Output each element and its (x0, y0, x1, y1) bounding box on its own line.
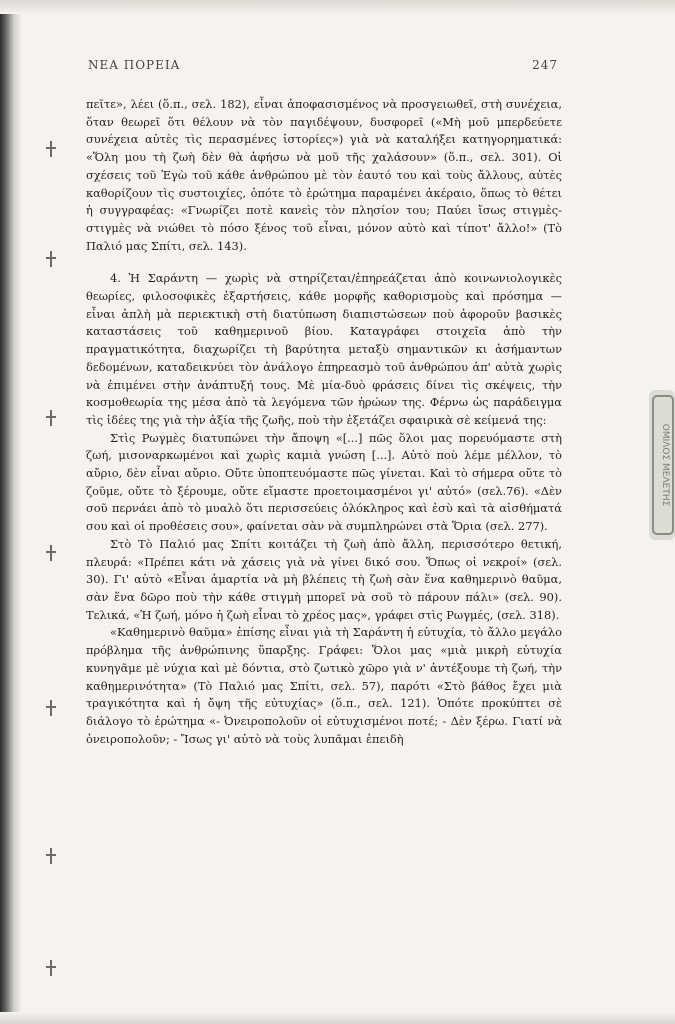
paragraph-section-4: 4. Ἡ Σαράντη — χωρὶς νὰ στηρίζεται/ἐπηρεάζεται ἀπὸ κοινωνιολογικὲς θεωρίες, φιλοσοφικὲς ἐξαρτήσεις, κάθε μορφῆς καθορισμοὺς καὶ πρόσημα — εἶναι ἁπλὴ μὰ περιεκτικὴ στὴ διατύπωση διαπιστώσεων ποὺ ἀφοροῦν βασικὲς καταστάσεις τοῦ καθημερινοῦ βίου. Καταγράφει στοιχεῖα ἀπὸ τὴν πραγματικότητα, διαχωρίζει τὴ βαρύτητα μεταξὺ σημαντικῶν κι ἀσήμαντων δεδομένων, καταδεικνύει τὸν ἀνάλογο ἐπηρεασμὸ τοῦ ἀνθρώπου ἀπ' αὐτὰ χωρὶς νὰ ἐπιμένει στὴν ἀνάπτυξή τους. Μὲ μία-δυὸ φράσεις δίνει τὶς σκέψεις, τὴν κοσμοθεωρία της μέσα ἀπὸ τὰ λεγόμενα τῶν ἡρώων της. Φέρνω ὡς παράδειγμα τὶς ἰδέες της γιὰ τὴν ἀξία τῆς ζωῆς, ποὺ τὴν ἐξετάζει σφαιρικὰ σὲ κείμενά της: (86, 271, 562, 427)
margin-cross-mark (46, 545, 56, 561)
library-stamp (645, 390, 675, 540)
page-bottom-shadow (0, 1012, 675, 1024)
margin-cross-mark (46, 700, 56, 716)
page-number: 247 (532, 58, 558, 72)
journal-title: ΝΕΑ ΠΟΡΕΙΑ (88, 58, 181, 72)
page-top-shadow (0, 0, 675, 14)
page-binding-shadow (0, 0, 22, 1024)
stamp-text: ΟΜΙΛΟΣ ΜΕΛΕΤΗΣ (660, 423, 670, 507)
margin-cross-mark (46, 960, 56, 976)
margin-cross-mark (46, 141, 56, 157)
margin-cross-mark (46, 848, 56, 864)
paragraph-palio-spiti: Στὸ Τὸ Παλιό μας Σπίτι κοιτάζει τὴ ζωὴ ἀπὸ ἄλλη, περισσότερο θετική, πλευρά: «Πρέπει κάτι νὰ χάσεις γιὰ νὰ γίνει δικό σου. Ὅπως οἱ νεκροί» (σελ. 30). Γι' αὐτὸ «Εἶναι ἁμαρτία νὰ μὴ βλέπεις τὴ ζωὴ σὰν ἕνα καθημερινὸ θαῦμα, σὰν ἕνα δῶρο ποὺ τὴν κάθε στιγμὴ μπορεῖ νὰ σοῦ τὸ πάρουν πάλι» (σελ. 90). Τελικά, «Ἡ ζωή, μόνο ἡ ζωὴ εἶναι τὸ χρέος μας», γράφει στὶς Ρωγμές, (σελ. 318). (86, 536, 562, 622)
margin-cross-mark (46, 251, 56, 267)
margin-cross-mark (46, 410, 56, 426)
paragraph-eftychia: «Καθημερινὸ θαῦμα» ἐπίσης εἶναι γιὰ τὴ Σαράντη ἡ εὐτυχία, τὸ ἄλλο μεγάλο πρόβλημα τῆς ἀνθρώπινης ὕπαρξης. Γράφει: Ὅλοι μας «μιὰ μικρὴ εὐτυχία κυνηγᾶμε μὲ νύχια καὶ μὲ δόντια, στὸ ζωτικὸ χῶρο γιὰ ν' ἀντέξουμε τὴ ζωή, τὴν καθημερινότητα» (Τὸ Παλιό μας Σπίτι, σελ. 57), παρότι «Στὸ βάθος ἔχει μιὰ τραγικότητα καὶ ἡ ὄψη τῆς εὐτυχίας» (ὅ.π., σελ. 121). Ὁπότε προκύπτει σὲ διάλογο τὸ ἐρώτημα «- Ὀνειροπολοῦν οἱ εὐτυχισμένοι ποτέ; - Δὲν ξέρω. Γιατί νὰ ὀνειροπολοῦν; - Ἴσως γι' αὐτὸ νὰ τοὺς λυπᾶμαι ἐπειδὴ (86, 625, 562, 746)
paragraph-continuation: πεῖτε», λέει (ὅ.π., σελ. 182), εἶναι ἀποφασισμένος νὰ προσγειωθεῖ, στὴ συνέχεια, ὅταν θεωρεῖ ὅτι θέλουν νὰ τὸν παγιδέψουν, δυσφορεῖ («Μὴ μοῦ μπερδεύετε συνέχεια αὐτὲς τὶς περασμένες ἱστορίες») γιὰ νὰ καταλήξει κατηγορηματικά: «Ὅλη μου τὴ ζωὴ δὲν θὰ ἀφήσω νὰ μοῦ τῆς χαλάσουν» (ὅ.π., σελ. 301). Οἱ σχέσεις τοῦ Ἐγὼ τοῦ κάθε ἀνθρώπου μὲ τὸν ἑαυτό του καὶ τοὺς ἄλλους, αὐτὲς καθορίζουν τὶς συστοιχίες, ὁπότε τὸ ἐρώτημα παραμένει ἀκέραιο, ὅπως τὸ θέτει ἡ συγγραφέας: «Γνωρίζει ποτὲ κανεὶς τὸν πλησίον του; Παύει ἴσως στιγμὲς-στιγμὲς νὰ νιώθει τὸ πόσο ξένος τοῦ εἶναι, μόνον αὐτὸ καὶ τίποτ' ἄλλο!» (Τὸ Παλιό μας Σπίτι, σελ. 143). (86, 97, 562, 253)
body-text (86, 96, 562, 748)
paragraph-rogmes: Στὶς Ρωγμὲς διατυπώνει τὴν ἄποψη «[...] πῶς ὅλοι μας πορευόμαστε στὴ ζωή, μισοναρκωμένοι καὶ χωρὶς καμιὰ γνώση [...]. Αὐτὸ ποὺ λέμε μέλλον, τὸ αὔριο, δὲν εἶναι αὔριο. Οὔτε ὑποπτευόμαστε πῶς γίνεται. Καὶ τὸ σήμερα οὔτε τὸ ζοῦμε, οὔτε τὸ ξέρουμε, οὔτε εἴμαστε προετοιμασμένοι γι' αὐτό» (σελ.76). «Δὲν σοῦ περνάει ἀπὸ τὸ μυαλὸ ὅτι περισσεύεις ὁλόκληρος καὶ ἐσὺ καὶ τὰ αἰσθήματά σου καὶ οἱ προθέσεις σου», φαίνεται σὰν νὰ συμπληρώνει στὰ Ὅρια (σελ. 277). (86, 430, 562, 534)
running-header (88, 58, 558, 72)
